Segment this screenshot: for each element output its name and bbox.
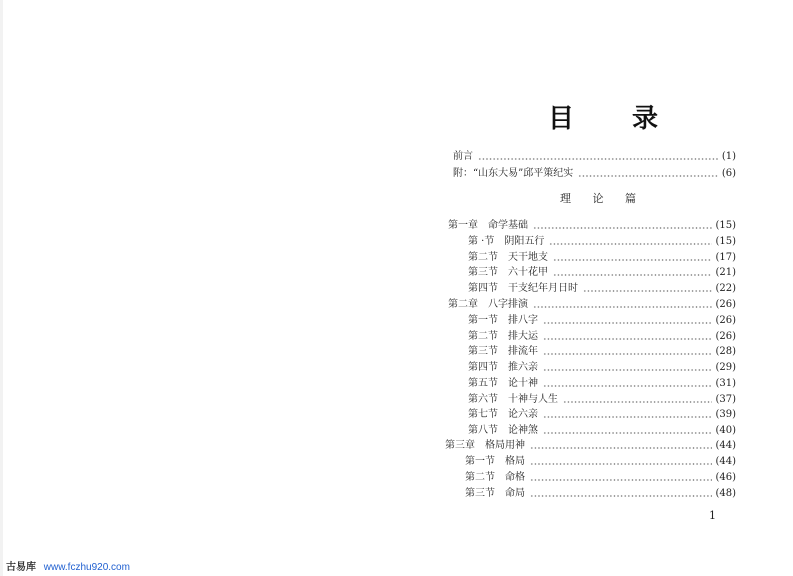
toc-entry-label: 第三章 格局用神 [445,440,525,451]
toc-entry-page: (17) [715,252,736,263]
dot-leader [553,259,712,261]
toc-entry-label: 附：“山东大易”邱平策纪实 [453,168,574,179]
toc-section[interactable] [468,408,736,422]
dot-leader [543,385,712,387]
toc-entry-label: 第一章 命学基础 [448,220,528,231]
dot-leader [563,401,712,403]
page-number: 1 [709,509,716,522]
watermark [6,558,130,573]
toc-entry-page: (26) [715,299,736,310]
watermark-url[interactable]: www.fczhu920.com [43,562,130,573]
dot-leader [530,463,712,465]
toc-entry-page: (6) [721,168,736,179]
dot-leader [543,369,712,371]
toc-section[interactable] [465,487,736,501]
dot-leader [553,274,712,276]
toc-entry-page: (28) [715,346,736,357]
toc-entry-label: 第一节 格局 [465,456,525,467]
dot-leader [543,338,712,340]
toc-entry-page: (1) [721,151,736,162]
toc-entry-label: 第二章 八字排演 [448,299,528,310]
toc-entry-page: (21) [715,267,736,278]
toc-entry-label: 第五节 论十神 [468,378,538,389]
toc-entry-page: (29) [715,362,736,373]
toc-entry-page: (22) [715,283,736,294]
toc-entry-label: 第一节 排八字 [468,315,538,326]
toc-section[interactable] [468,424,736,438]
dot-leader [530,479,712,481]
dot-leader [533,306,712,308]
title-char-2: 录 [631,103,658,134]
title-char-1: 目 [548,103,575,134]
dot-leader [578,175,719,177]
toc-entry-page: (37) [715,394,736,405]
toc-chapter[interactable] [445,439,736,453]
toc-section[interactable] [468,345,736,359]
toc-entry-page: (48) [715,488,736,499]
toc-entry-page: (31) [715,378,736,389]
dot-leader [543,432,712,434]
toc-entry-label: 第七节 论六亲 [468,409,538,420]
toc-entry-label: 第二节 天干地支 [468,252,548,263]
section-heading: 理 论 篇 [560,192,645,205]
toc-entry-preface[interactable] [453,150,736,164]
toc-entry-label: 第三节 六十花甲 [468,267,548,278]
toc-section[interactable] [468,361,736,375]
dot-leader [543,416,712,418]
toc-entry-appendix[interactable] [453,167,736,181]
toc-entry-page: (15) [715,220,736,231]
toc-entry-label: 第四节 干支纪年月日时 [468,283,578,294]
toc-entry-page: (44) [715,456,736,467]
toc-entry-label: 第 ·节 阴阳五行 [468,236,545,247]
toc-section[interactable] [468,282,736,296]
toc-entry-label: 第二节 排大运 [468,331,538,342]
toc-entry-page: (26) [715,315,736,326]
toc-chapter[interactable] [448,298,736,312]
toc-section[interactable] [468,393,736,407]
dot-leader [549,243,712,245]
toc-section[interactable] [468,377,736,391]
toc-entry-label: 前言 [453,151,473,162]
toc-section[interactable] [468,314,736,328]
toc-section[interactable] [465,471,736,485]
dot-leader [478,158,719,160]
toc-section[interactable] [468,251,736,265]
toc-entry-page: (44) [715,440,736,451]
toc-entry-label: 第三节 排流年 [468,346,538,357]
toc-entry-page: (39) [715,409,736,420]
toc-entry-label: 第六节 十神与人生 [468,394,558,405]
toc-entry-page: (15) [715,236,736,247]
dot-leader [583,290,712,292]
toc-section[interactable] [468,266,736,280]
dot-leader [543,322,712,324]
toc-entry-label: 第四节 推六亲 [468,362,538,373]
toc-section[interactable] [468,330,736,344]
toc-entry-label: 第二节 命格 [465,472,525,483]
toc-entry-page: (40) [715,425,736,436]
toc-section[interactable] [465,455,736,469]
toc-chapter[interactable] [448,219,736,233]
toc-section[interactable] [468,235,736,249]
toc-entry-page: (46) [715,472,736,483]
dot-leader [533,227,712,229]
dot-leader [530,495,712,497]
watermark-site-name: 古易库 [6,562,36,573]
toc-entry-label: 第八节 论神煞 [468,425,538,436]
dot-leader [530,447,712,449]
toc-entry-page: (26) [715,331,736,342]
toc-entry-label: 第三节 命局 [465,488,525,499]
dot-leader [543,353,712,355]
